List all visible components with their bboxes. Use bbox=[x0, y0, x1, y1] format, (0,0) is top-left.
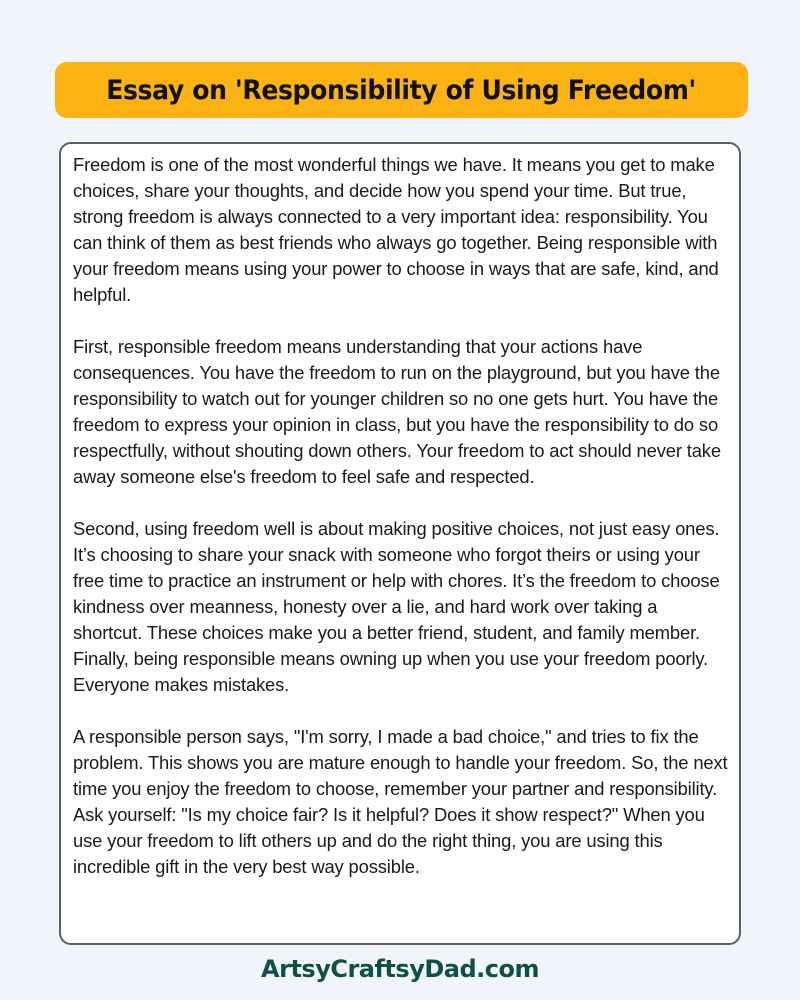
title-banner bbox=[55, 62, 748, 118]
essay-box bbox=[59, 142, 741, 945]
essay-paragraph-4: A responsible person says, "I'm sorry, I made a bad choice," and tries to fix the problem. This shows you are mature enough to handle your freedom. So, the next time you enjoy the freedom to choose, remember your partner and responsibility. Ask yourself: "Is my choice fair? Is it helpful? Does it show respect?" When you use your freedom to lift others up and do the right thing, you are using this incredible gift in the very best way possible. bbox=[73, 726, 728, 877]
footer bbox=[0, 955, 800, 983]
site-watermark: ArtsyCraftsyDad.com bbox=[261, 955, 539, 983]
essay-paragraph-2: First, responsible freedom means understanding that your actions have consequences. You have the freedom to run on the playground, but you have the responsibility to watch out for younger children so no one gets hurt. You have the freedom to express your opinion in class, but you have the responsibility to do so respectfully, without shouting down others. Your freedom to act should never take away someone else's freedom to feel safe and respected. bbox=[73, 336, 721, 487]
page-title: Essay on 'Responsibility of Using Freedom' bbox=[106, 74, 697, 106]
essay-paragraph-1: Freedom is one of the most wonderful things we have. It means you get to make choices, share your thoughts, and decide how you spend your time. But true, strong freedom is always connected to a very important idea: responsibility. You can think of them as best friends who always go together. Being responsible with your freedom means using your power to choose in ways that are safe, kind, and helpful. bbox=[73, 154, 719, 305]
essay-paragraph-3: Second, using freedom well is about making positive choices, not just easy ones. It’s choosing to share your snack with someone who forgot theirs or using your free time to practice an instrument or help with chores. It’s the freedom to choose kindness over meanness, honesty over a lie, and hard work over taking a shortcut. These choices make you a better friend, student, and family member. Finally, being responsible means owning up when you use your freedom poorly. Everyone makes mistakes. bbox=[73, 518, 720, 695]
